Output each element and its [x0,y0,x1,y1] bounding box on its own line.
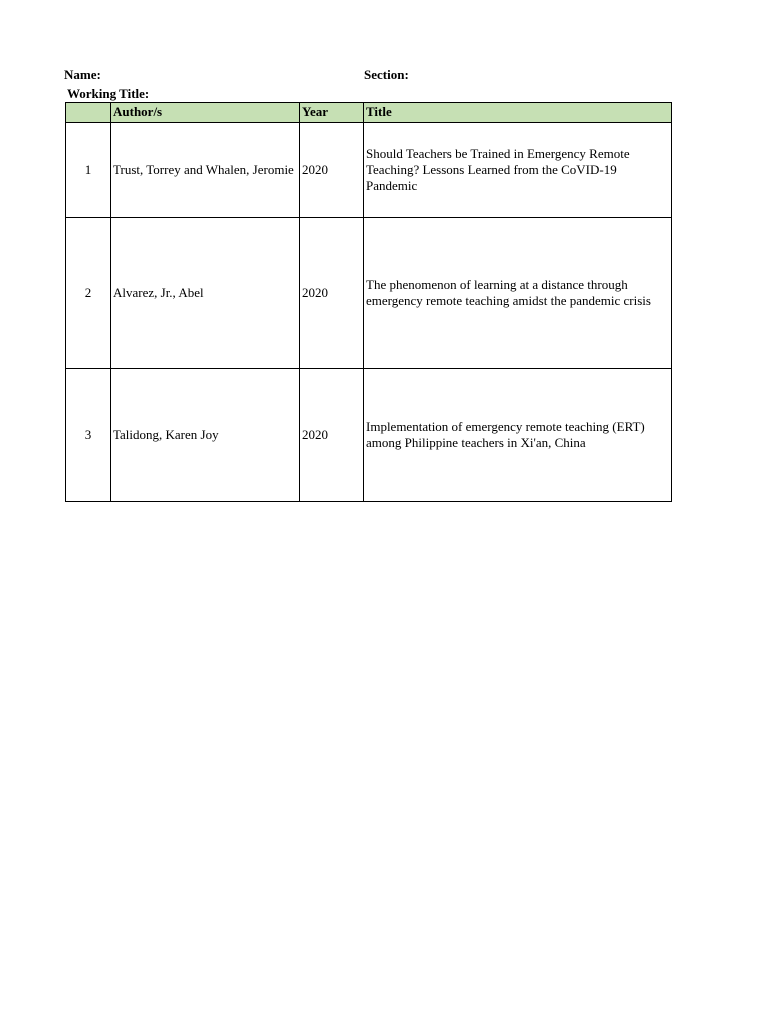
working-title-label: Working Title: [67,86,150,101]
column-header-authors: Author/s [111,103,300,123]
literature-table [65,102,672,502]
name-label: Name: [64,67,101,82]
row-title: Implementation of emergency remote teaching (ERT) among Philippine teachers in Xi'an, China [364,369,672,502]
row-number: 2 [66,218,111,369]
row-number: 1 [66,123,111,218]
row-authors: Trust, Torrey and Whalen, Jeromie [111,123,300,218]
column-header-year: Year [300,103,364,123]
column-header-number [66,103,111,123]
table-row [66,218,672,369]
row-title: The phenomenon of learning at a distance through emergency remote teaching amidst the pandemic crisis [364,218,672,369]
row-number: 3 [66,369,111,502]
section-label: Section: [364,67,409,82]
row-title: Should Teachers be Trained in Emergency Remote Teaching? Lessons Learned from the CoVID-19 Pandemic [364,123,672,218]
table-header-row [66,103,672,123]
row-authors: Alvarez, Jr., Abel [111,218,300,369]
table-row [66,369,672,502]
row-year: 2020 [300,218,364,369]
row-year: 2020 [300,123,364,218]
row-authors: Talidong, Karen Joy [111,369,300,502]
table-row [66,123,672,218]
row-year: 2020 [300,369,364,502]
column-header-title: Title [364,103,672,123]
